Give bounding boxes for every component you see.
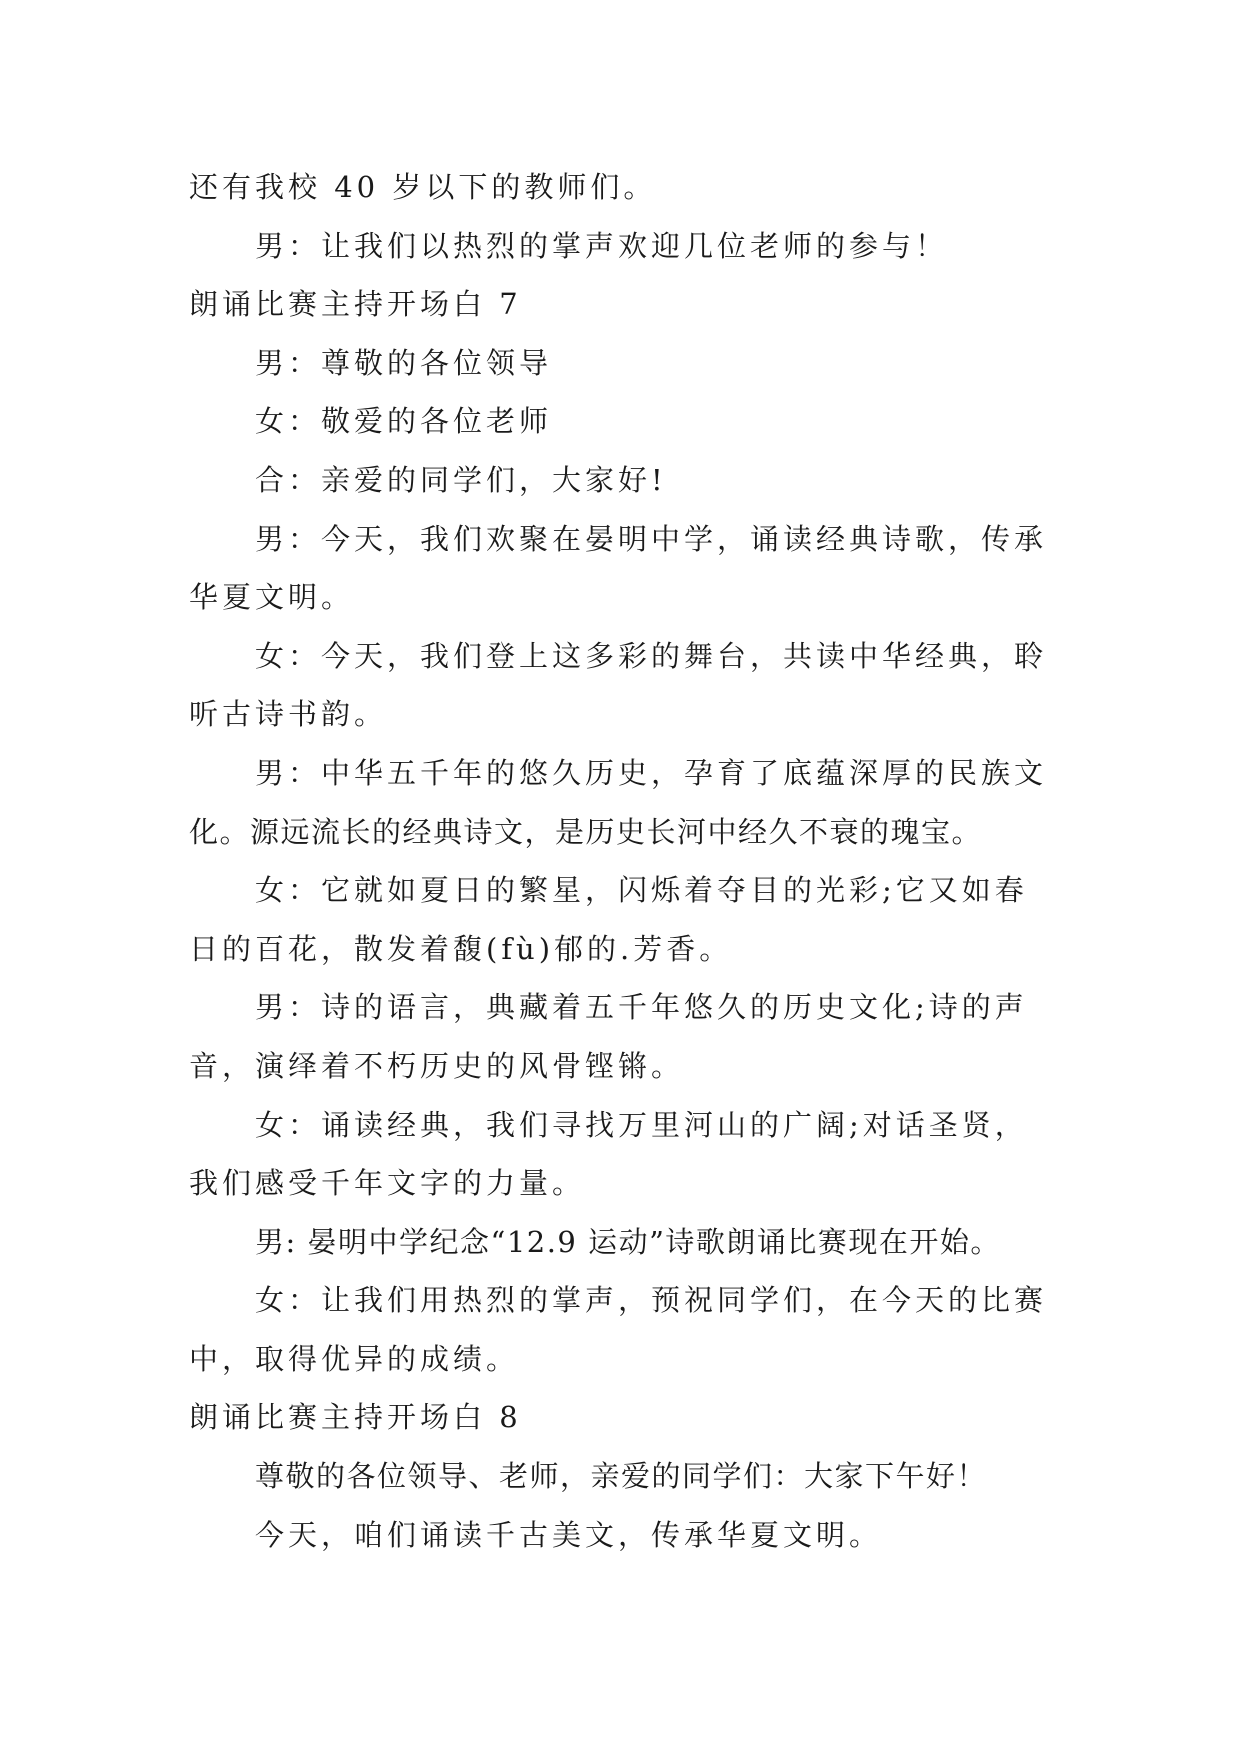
paragraph-male-line: 男：尊敬的各位领导 bbox=[255, 345, 553, 380]
paragraph-female-line: 女：今天，我们登上这多彩的舞台，共读中华经典，聆 bbox=[255, 638, 1048, 673]
document-body bbox=[189, 158, 1051, 1564]
paragraph-male-line: 男：诗的语言，典藏着五千年悠久的历史文化;诗的声 bbox=[255, 990, 1028, 1025]
paragraph-male-line: 男：今天，我们欢聚在晏明中学，诵读经典诗歌，传承 bbox=[255, 521, 1048, 556]
paragraph-intro: 今天，咱们诵读千古美文，传承华夏文明。 bbox=[255, 1517, 883, 1552]
paragraph-female-line: 女：敬爱的各位老师 bbox=[255, 404, 553, 439]
paragraph-female-line: 女：它就如夏日的繁星，闪烁着夺目的光彩;它又如春 bbox=[255, 873, 1028, 908]
section-heading-8: 朗诵比赛主持开场白 8 bbox=[189, 1400, 522, 1435]
paragraph-continuation: 我们感受千年文字的力量。 bbox=[189, 1166, 586, 1201]
paragraph-greeting: 尊敬的各位领导、老师，亲爱的同学们：大家下午好！ bbox=[255, 1459, 988, 1494]
paragraph-male-line: 男：中华五千年的悠久历史，孕育了底蕴深厚的民族文 bbox=[255, 755, 1048, 790]
paragraph-male-line: 男：让我们以热烈的掌声欢迎几位老师的参与！ bbox=[255, 228, 949, 263]
paragraph-male-line: 男: 晏明中学纪念“12.9 运动”诗歌朗诵比赛现在开始。 bbox=[255, 1224, 1001, 1259]
paragraph-continuation: 日的百花，散发着馥(fù)郁的.芳香。 bbox=[189, 931, 733, 966]
paragraph-continuation: 华夏文明。 bbox=[189, 580, 355, 615]
paragraph-continuation: 音，演绎着不朽历史的风骨铿锵。 bbox=[189, 1048, 685, 1083]
paragraph-female-line: 女：让我们用热烈的掌声，预祝同学们，在今天的比赛 bbox=[255, 1283, 1048, 1318]
paragraph-continuation: 还有我校 40 岁以下的教师们。 bbox=[189, 170, 657, 204]
section-heading-7: 朗诵比赛主持开场白 7 bbox=[189, 287, 522, 322]
paragraph-continuation: 听古诗书韵。 bbox=[189, 697, 388, 732]
paragraph-female-line: 女：诵读经典，我们寻找万里河山的广阔;对话圣贤， bbox=[255, 1107, 1028, 1142]
paragraph-continuation: 中，取得优异的成绩。 bbox=[189, 1341, 520, 1376]
paragraph-together-line: 合：亲爱的同学们，大家好! bbox=[255, 462, 667, 497]
paragraph-continuation: 化。源远流长的经典诗文，是历史长河中经久不衰的瑰宝。 bbox=[189, 814, 983, 849]
